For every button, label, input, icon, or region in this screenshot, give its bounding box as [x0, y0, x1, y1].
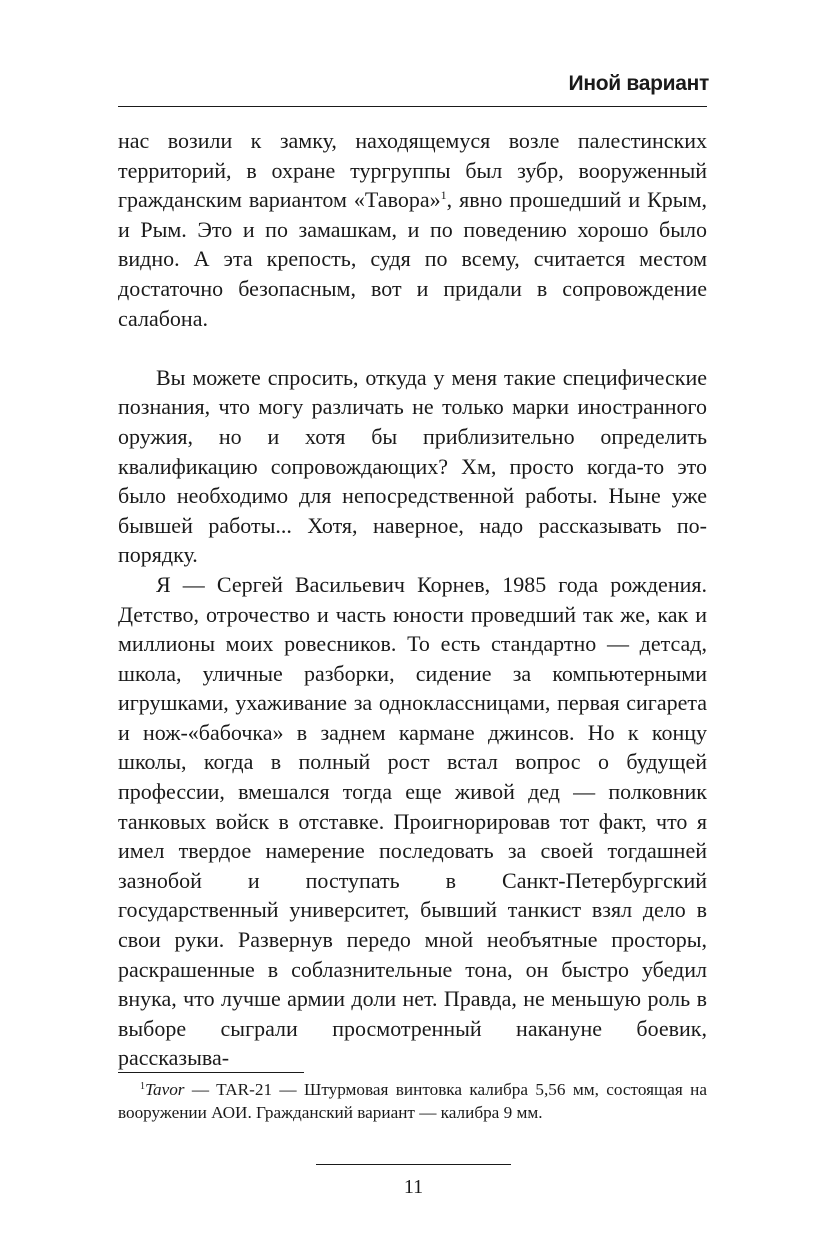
footnote-marker: 1: [140, 1081, 145, 1092]
paragraph-1: [118, 126, 707, 333]
page-number: 11: [403, 1176, 424, 1198]
paragraph-1-text: нас возили к замку, находящемуся возле палестинских территорий, в охране тургруппы был зубр, вооруженный гражданским вариантом «Тавора»: [118, 128, 707, 213]
footnote-text: — TAR-21 — Штурмовая винтовка калибра 5,56 мм, состоящая на вооружении АОИ. Гражданский вариант — калибра 9 мм.: [118, 1080, 707, 1122]
running-head: Иной вариант: [568, 72, 709, 95]
footnote: [118, 1078, 707, 1124]
paragraph-1-text-cont: , явно прошедший и Крым, и Рым. Это и по замашкам, и по поведению хорошо было видно. А эта крепость, судя по всему, считается местом достаточно безопасным, вот и придали в сопровождение салабона.: [118, 187, 707, 331]
paragraph-3: Я — Сергей Васильевич Корнев, 1985 года рождения. Детство, отрочество и часть юности проведший так же, как и миллионы моих ровесников. То есть стандартно — детсад, школа, уличные разборки, сидение за компьютерными игрушками, ухаживание за одноклассницами, первая сигарета и нож-«бабочка» в заднем кармане джинсов. Но к концу школы, когда в полный рост встал вопрос о будущей профессии, вмешался тогда еще живой дед — полковник танковых войск в отставке. Проигнорировав тот факт, что я имел твердое намерение последовать за своей тогдашней зазнобой и поступать в Санкт-Петербургский государственный университет, бывший танкист взял дело в свои руки. Развернув передо мной необъятные просторы, раскрашенные в соблазнительные тона, он быстро убедил внука, что лучше армии доли нет. Правда, не меньшую роль в выборе сыграли просмотренный накануне боевик, рассказыва-: [118, 571, 707, 1071]
footnote-term: Tavor: [145, 1080, 185, 1099]
body-text: [118, 126, 707, 1073]
footnote-rule: [118, 1072, 304, 1073]
paragraph-2: Вы можете спросить, откуда у меня такие специфические познания, что могу различать не только марки иностранного оружия, но и хотя бы приблизительно определить квалификацию сопровождающих? Хм, просто когда-то это было необходимо для непосредственной работы. Ныне уже бывшей работы... Хотя, наверное, надо рассказывать по-порядку.: [118, 364, 707, 568]
header-rule: [118, 106, 707, 107]
footnote-reference[interactable]: 1: [440, 188, 447, 203]
page-number-rule: [316, 1164, 511, 1165]
